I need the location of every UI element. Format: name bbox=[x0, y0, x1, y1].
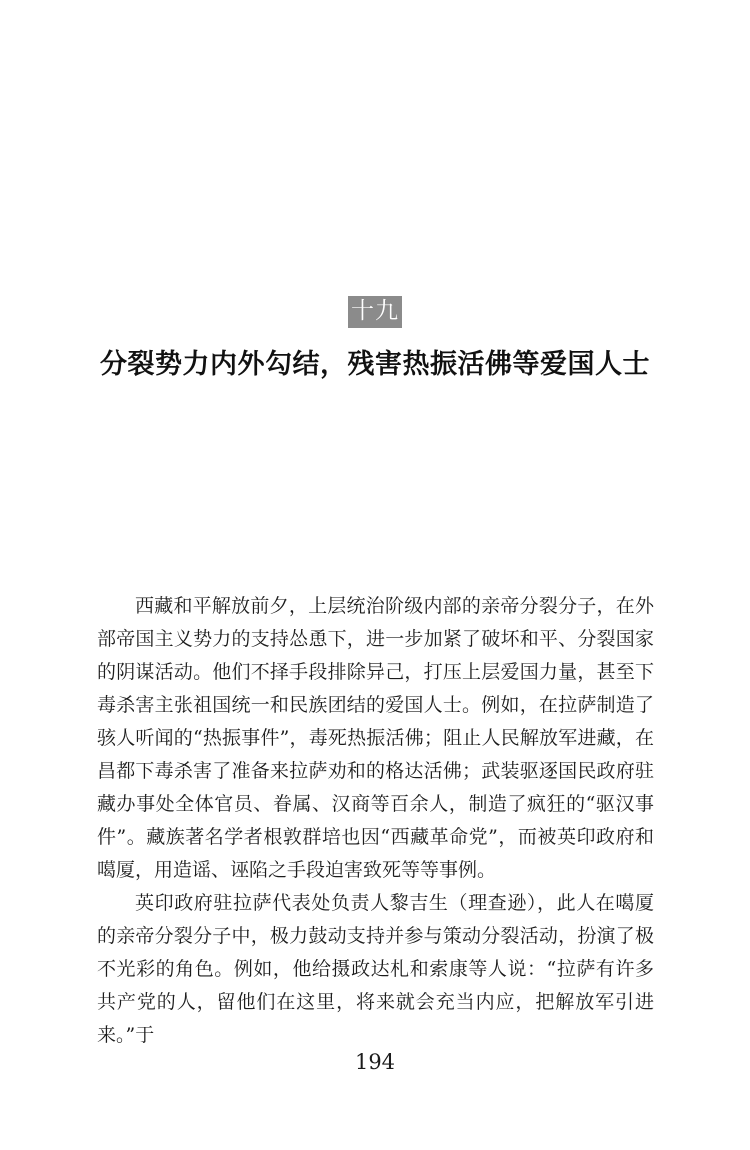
paragraph-2: 英印政府驻拉萨代表处负责人黎吉生（理查逊），此人在噶厦的亲帝分裂分子中，极力鼓动支持并参与策动分裂活动，扮演了极不光彩的角色。例如，他给摄政达札和索康等人说：“拉萨有许多共产党的人，留他们在这里，将来就会充当内应，把解放军引进来。”于 bbox=[97, 892, 654, 1046]
chapter-number: 十九 bbox=[351, 298, 399, 324]
page-number: 194 bbox=[354, 1050, 396, 1074]
chapter-number-badge bbox=[348, 296, 402, 328]
body-text bbox=[97, 590, 654, 1052]
chapter-title: 分裂势力内外勾结，残害热振活佛等爱国人士 bbox=[100, 349, 650, 380]
paragraph-1: 西藏和平解放前夕，上层统治阶级内部的亲帝分裂分子，在外部帝国主义势力的支持怂恿下，进一步加紧了破坏和平、分裂国家的阴谋活动。他们不择手段排除异己，打压上层爱国力量，甚至下毒杀害主张祖国统一和民族团结的爱国人士。例如，在拉萨制造了骇人听闻的“热振事件”，毒死热振活佛；阻止人民解放军进藏，在昌都下毒杀害了准备来拉萨劝和的格达活佛；武装驱逐国民政府驻藏办事处全体官员、眷属、汉商等百余人，制造了疯狂的“驱汉事件”。藏族著名学者根敦群培也因“西藏革命党”，而被英印政府和噶厦，用造谣、诬陷之手段迫害致死等等事例。 bbox=[97, 595, 654, 881]
